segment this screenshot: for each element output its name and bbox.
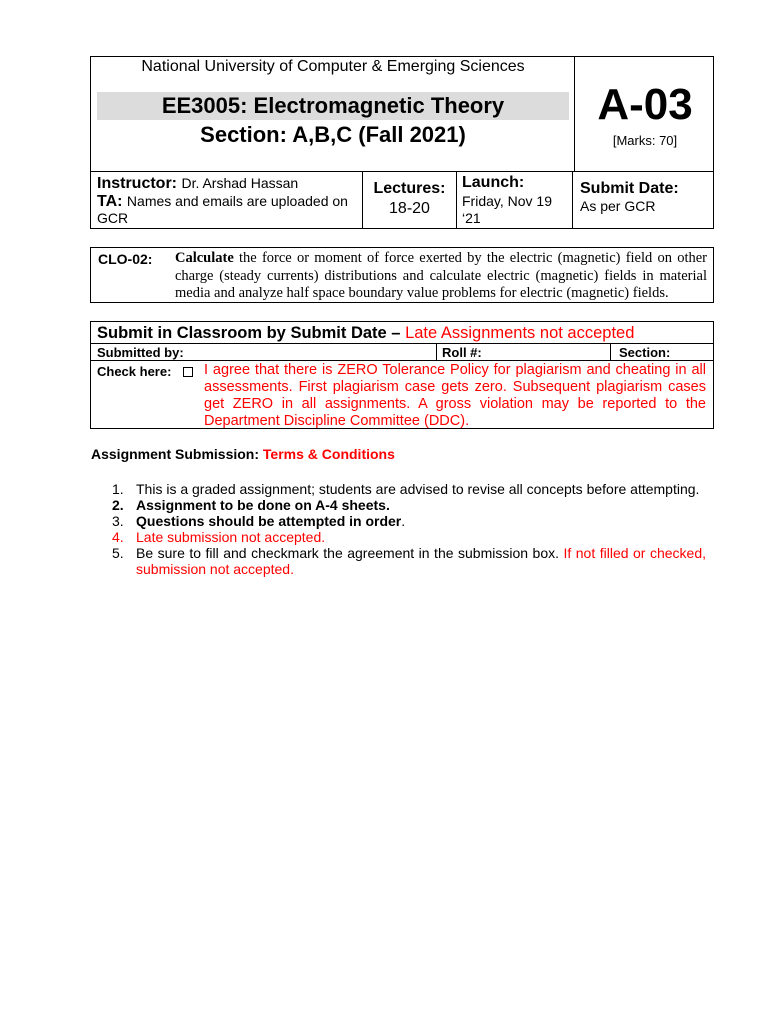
submit-date-label: Submit Date:	[580, 180, 679, 197]
terms-heading	[91, 446, 395, 462]
assignment-code-box	[574, 56, 714, 172]
instructor-name: Dr. Arshad Hassan	[181, 175, 299, 191]
ta-label: TA:	[97, 193, 123, 210]
list-item: 2. Assignment to be done on A-4 sheets.	[112, 497, 390, 513]
launch-value: Friday, Nov 19 ‘21	[462, 193, 552, 226]
assignment-code: A-03	[597, 80, 693, 129]
list-item: 1. This is a graded assignment; students are advised to revise all concepts before attempting.	[112, 481, 700, 497]
info-row	[90, 172, 714, 229]
submission-heading	[91, 322, 713, 344]
roll-number-label: Roll #:	[436, 344, 482, 361]
submit-date-value: As per GCR	[580, 198, 656, 214]
clo-keyword: Calculate	[175, 250, 234, 266]
plagiarism-policy-text: I agree that there is ZERO Tolerance Policy for plagiarism and cheating in all assessments. First plagiarism case gets zero. Subsequent plagiarism cases get ZERO in all assignments. A gross violation may be reported to the Department Discipline Committee (DDC).	[204, 362, 706, 429]
submission-fields-row	[91, 344, 713, 361]
submission-heading-warning: Late Assignments not accepted	[405, 324, 635, 342]
list-item: 4. Late submission not accepted.	[112, 529, 326, 545]
ta-text: Names and emails are uploaded on GCR	[97, 193, 348, 226]
section-label: Section:	[610, 344, 670, 361]
list-item: 3. Questions should be attempted in order.	[112, 513, 406, 529]
marks: [Marks: 70]	[612, 133, 678, 148]
terms-list	[106, 481, 706, 577]
list-item: 5. Be sure to fill and checkmark the agreement in the submission box. If not filled or checked, submission not accepted.	[112, 545, 707, 577]
instructor-cell	[91, 172, 363, 228]
submit-date-cell	[573, 172, 714, 228]
instructor-label: Instructor:	[97, 175, 177, 192]
check-here-label: Check here:	[97, 364, 172, 379]
clo-description	[175, 250, 707, 303]
launch-label: Launch:	[462, 174, 525, 191]
terms-heading-text: Assignment Submission:	[91, 446, 263, 462]
terms-heading-red: Terms & Conditions	[262, 446, 395, 462]
course-header	[90, 56, 574, 172]
lectures-value: 18-20	[389, 200, 430, 217]
lectures-cell	[363, 172, 457, 228]
launch-cell	[457, 172, 573, 228]
clo-box	[90, 247, 714, 303]
agreement-row	[91, 361, 713, 429]
course-title: EE3005: Electromagnetic Theory	[161, 93, 505, 118]
university-name: National University of Computer & Emerging Sciences	[141, 58, 525, 75]
section-title: Section: A,B,C (Fall 2021)	[200, 122, 466, 147]
clo-label: CLO-02:	[98, 251, 153, 267]
clo-text: the force or moment of force exerted by the electric (magnetic) field on other charge (steady currents) distributions and calculate electric (magnetic) fields in material media and analyze half space boundary value problems for electric (magnetic) fields.	[175, 250, 707, 301]
submitted-by-label: Submitted by:	[97, 345, 184, 360]
submission-box	[90, 321, 714, 429]
lectures-label: Lectures:	[373, 180, 446, 197]
submission-heading-text: Submit in Classroom by Submit Date –	[97, 324, 406, 342]
agreement-checkbox[interactable]	[183, 367, 193, 377]
